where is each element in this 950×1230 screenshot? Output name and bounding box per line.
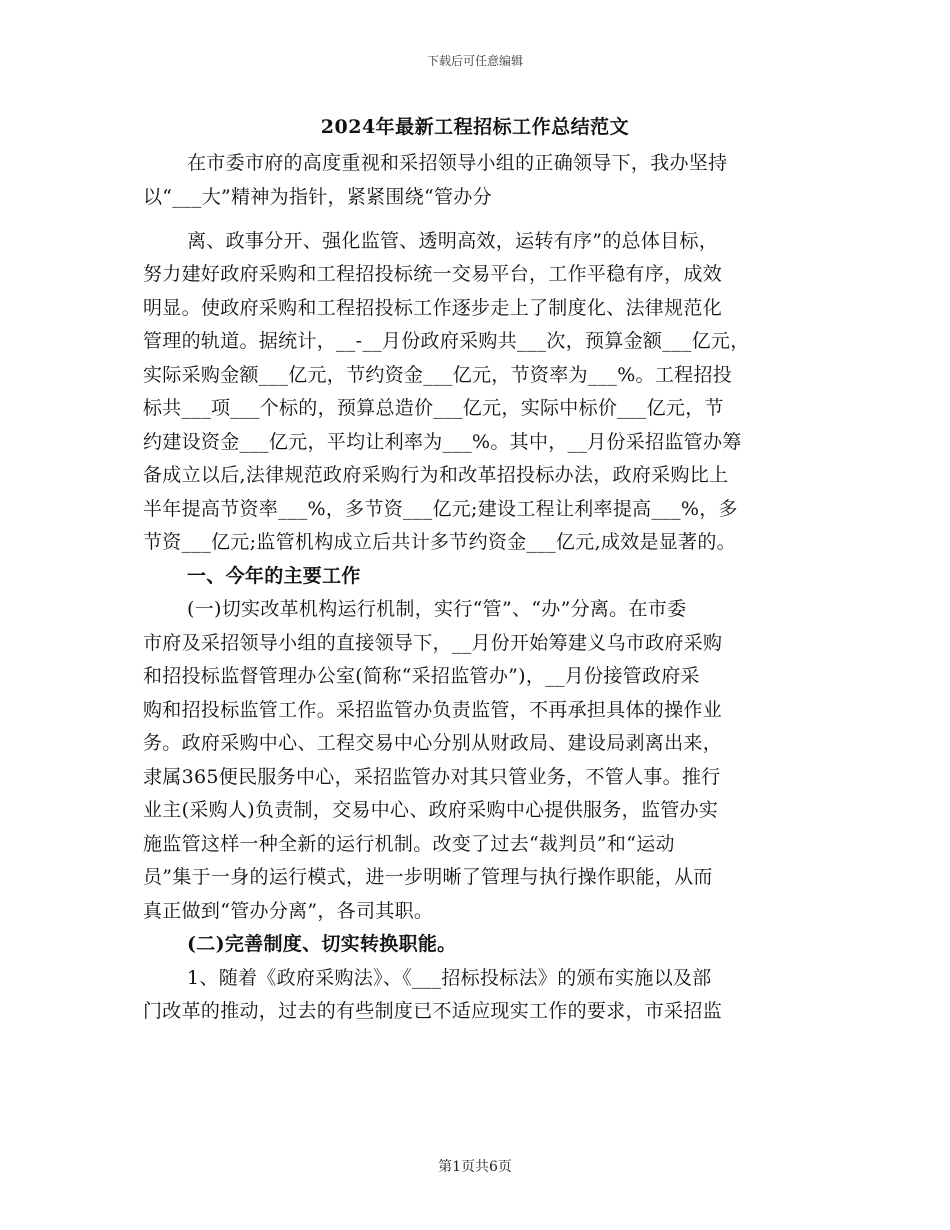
- body-line: 务。政府采购中心、工程交易中心分别从财政局、建设局剥离出来，: [143, 732, 723, 754]
- body-line: 努力建好政府采购和工程招投标统一交易平台，工作平稳有序，成效: [143, 263, 723, 285]
- body-line: 1、随着《政府采购法》、《___招标投标法》的颁布实施以及部: [187, 967, 712, 989]
- body-line: 标共___项___个标的，预算总造价___亿元，实际中标价___亿元，节: [143, 397, 724, 419]
- body-line: 隶属365便民服务中心，采招监管办对其只管业务，不管人事。推行: [143, 766, 721, 788]
- body-line: 市府及采招领导小组的直接领导下，__月份开始筹建义乌市政府采购: [143, 632, 723, 654]
- body-line: 实际采购金额___亿元，节约资金___亿元，节资率为___%。工程招投: [143, 364, 733, 386]
- body-line: 和招投标监督管理办公室(简称“采招监管办”)，__月份接管政府采: [143, 665, 700, 687]
- body-line: 离、政事分开、强化监管、透明高效，运转有序”的总体目标，: [187, 230, 719, 252]
- page-footer: 第1页共6页: [438, 1159, 512, 1175]
- body-line: 在市委市府的高度重视和采招领导小组的正确领导下，我办坚持: [187, 152, 728, 174]
- body-line: 明显。使政府采购和工程招投标工作逐步走上了制度化、法律规范化: [143, 297, 723, 319]
- section-heading: 一、今年的主要工作: [187, 565, 361, 587]
- page-header: 下载后可任意编辑: [426, 54, 523, 68]
- body-line: 以“___大”精神为指针，紧紧围绕“管办分: [143, 186, 492, 208]
- subsection-heading: (二)完善制度、切实转换职能。: [187, 933, 457, 955]
- body-line: 门改革的推动，过去的有些制度已不适应现实工作的要求，市采招监: [143, 1000, 723, 1022]
- body-line: 备成立以后,法律规范政府采购行为和改革招投标办法，政府采购比上: [143, 464, 729, 486]
- body-line: 管理的轨道。据统计，__-__月份政府采购共___次，预算金额___亿元，: [143, 330, 750, 352]
- body-line: (一)切实改革机构运行机制，实行“管”、“办”分离。在市委: [187, 598, 687, 620]
- body-line: 真正做到“管办分离”，各司其职。: [143, 900, 434, 922]
- body-line: 半年提高节资率___%，多节资___亿元;建设工程让利率提高___%，多: [143, 498, 738, 520]
- body-line: 员”集于一身的运行模式，进一步明晰了管理与执行操作职能，从而: [143, 866, 713, 888]
- document-title: 2024年最新工程招标工作总结范文: [320, 116, 630, 138]
- body-line: 约建设资金___亿元，平均让利率为___%。其中，__月份采招监管办筹: [143, 431, 742, 453]
- body-line: 业主(采购人)负责制，交易中心、政府采购中心提供服务，监管办实: [143, 799, 719, 821]
- body-line: 节资___亿元;监管机构成立后共计多节约资金___亿元,成效是显著的。: [143, 531, 736, 553]
- body-line: 施监管这样一种全新的运行机制。改变了过去“裁判员”和“运动: [143, 833, 675, 855]
- body-line: 购和招投标监管工作。采招监管办负责监管，不再承担具体的操作业: [143, 699, 723, 721]
